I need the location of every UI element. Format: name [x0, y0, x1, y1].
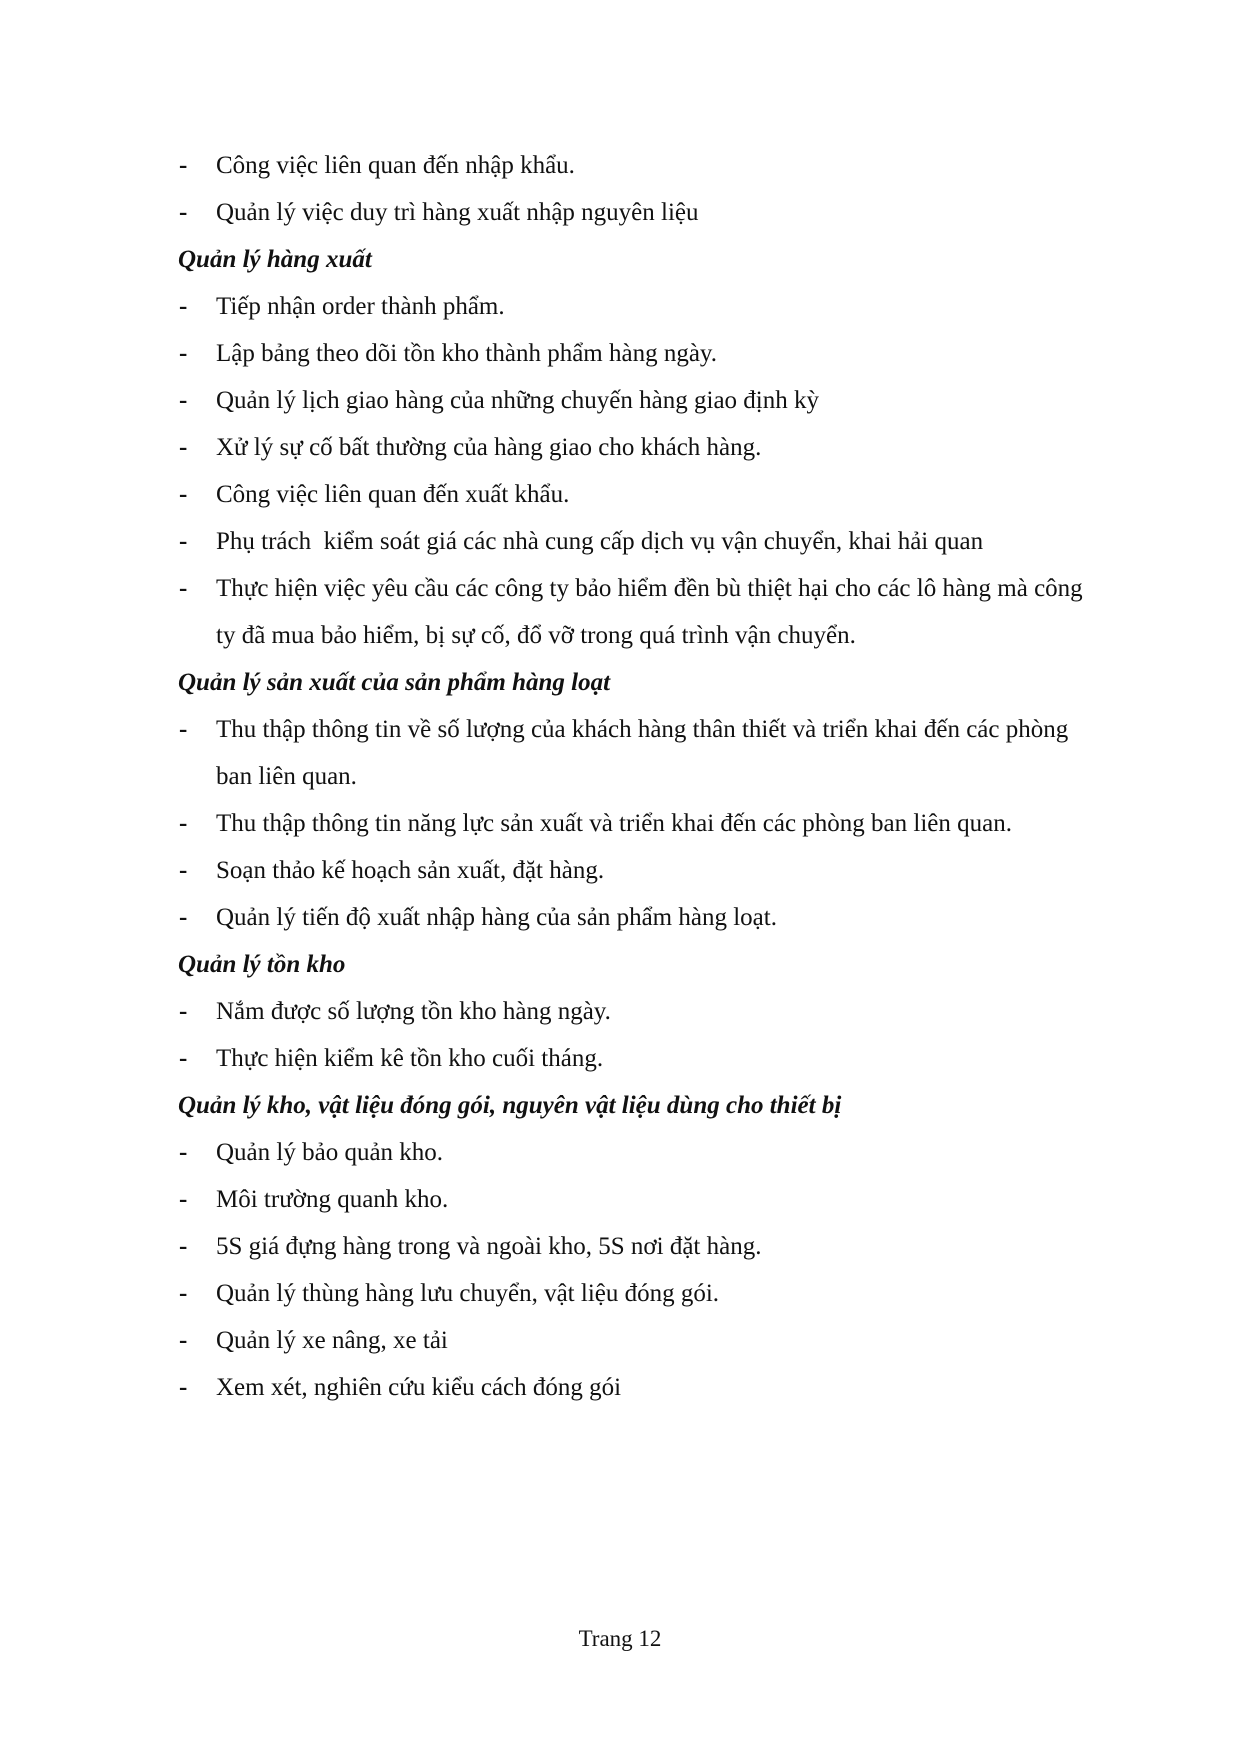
list-item — [178, 706, 1108, 800]
list-item-text: Công việc liên quan đến nhập khẩu. — [216, 152, 575, 179]
list-item-text: 5S giá đựng hàng trong và ngoài kho, 5S nơi đặt hàng. — [216, 1233, 762, 1260]
bullet-dash: - — [179, 575, 188, 602]
list-item-text: Quản lý tiến độ xuất nhập hàng của sản phẩm hàng loạt. — [216, 904, 777, 931]
section-warehouse — [178, 1082, 1108, 1411]
bullet-dash: - — [179, 340, 188, 367]
list-item-text: Quản lý thùng hàng lưu chuyển, vật liệu đóng gói. — [216, 1280, 720, 1307]
list-item — [178, 988, 1108, 1035]
bullet-dash: - — [179, 1280, 188, 1307]
list-item-text: Quản lý lịch giao hàng của những chuyến hàng giao định kỳ — [216, 387, 819, 414]
bullet-dash: - — [179, 152, 188, 179]
bullet-dash: - — [179, 434, 188, 461]
bullet-dash: - — [179, 528, 188, 555]
list-item — [178, 518, 1108, 565]
list-item — [178, 1129, 1108, 1176]
list-item — [178, 283, 1108, 330]
bullet-dash: - — [179, 1139, 188, 1166]
bullet-dash: - — [179, 998, 188, 1025]
bullet-dash: - — [179, 1186, 188, 1213]
list-item-text: Thực hiện việc yêu cầu các công ty bảo hiểm đền bù thiệt hại cho các lô hàng mà công ty đã mua bảo hiểm, bị sự cố, đổ vỡ trong quá trình vận chuyển. — [216, 575, 1083, 649]
bullet-dash: - — [179, 387, 188, 414]
list-item — [178, 1270, 1108, 1317]
list-item — [178, 471, 1108, 518]
section-mass-production — [178, 659, 1108, 941]
bullet-dash: - — [179, 293, 188, 320]
section-heading: Quản lý kho, vật liệu đóng gói, nguyên vật liệu dùng cho thiết bị — [178, 1092, 842, 1119]
page-number: Trang 12 — [578, 1626, 662, 1651]
list-item — [178, 894, 1108, 941]
section-export — [178, 236, 1108, 659]
list-item — [178, 1223, 1108, 1270]
list-item — [178, 1035, 1108, 1082]
list-item — [178, 142, 1108, 189]
list-item — [178, 1364, 1108, 1411]
list-item-text: Tiếp nhận order thành phẩm. — [216, 293, 505, 320]
list-item-text: Quản lý bảo quản kho. — [216, 1139, 444, 1166]
list-item-text: Thu thập thông tin về số lượng của khách hàng thân thiết và triển khai đến các phòng ban liên quan. — [216, 716, 1069, 790]
bullet-dash: - — [179, 199, 188, 226]
list-item-text: Phụ trách kiểm soát giá các nhà cung cấp dịch vụ vận chuyển, khai hải quan — [216, 528, 984, 555]
list-item — [178, 847, 1108, 894]
section-heading: Quản lý sản xuất của sản phẩm hàng loạt — [178, 669, 611, 696]
bullet-dash: - — [179, 857, 188, 884]
bullet-dash: - — [179, 481, 188, 508]
list-item-text: Quản lý việc duy trì hàng xuất nhập nguyên liệu — [216, 199, 699, 226]
list-item-text: Xử lý sự cố bất thường của hàng giao cho khách hàng. — [216, 434, 762, 461]
list-item-text: Lập bảng theo dõi tồn kho thành phẩm hàng ngày. — [216, 340, 718, 367]
bullet-dash: - — [179, 1327, 188, 1354]
list-item — [178, 1317, 1108, 1364]
list-item — [178, 800, 1108, 847]
list-item-text: Thu thập thông tin năng lực sản xuất và triển khai đến các phòng ban liên quan. — [216, 810, 1012, 837]
list-item-text: Môi trường quanh kho. — [216, 1186, 449, 1213]
list-item — [178, 189, 1108, 236]
bullet-dash: - — [179, 716, 188, 743]
list-item-text: Thực hiện kiểm kê tồn kho cuối tháng. — [216, 1045, 604, 1072]
section-heading: Quản lý tồn kho — [178, 951, 346, 978]
page-content — [178, 142, 1108, 1411]
section-inventory — [178, 941, 1108, 1082]
list-item-text: Công việc liên quan đến xuất khẩu. — [216, 481, 570, 508]
bullet-dash: - — [179, 1233, 188, 1260]
bullet-dash: - — [179, 1374, 188, 1401]
list-item — [178, 424, 1108, 471]
section-import — [178, 142, 1108, 236]
list-item — [178, 377, 1108, 424]
bullet-dash: - — [179, 904, 188, 931]
list-item — [178, 330, 1108, 377]
list-item-text: Nắm được số lượng tồn kho hàng ngày. — [216, 998, 611, 1025]
list-item — [178, 1176, 1108, 1223]
section-heading: Quản lý hàng xuất — [178, 246, 372, 273]
list-item-text: Quản lý xe nâng, xe tải — [216, 1327, 448, 1354]
list-item-text: Xem xét, nghiên cứu kiểu cách đóng gói — [216, 1374, 622, 1401]
list-item-text: Soạn thảo kế hoạch sản xuất, đặt hàng. — [216, 857, 605, 884]
list-item — [178, 565, 1108, 659]
bullet-dash: - — [179, 810, 188, 837]
bullet-dash: - — [179, 1045, 188, 1072]
